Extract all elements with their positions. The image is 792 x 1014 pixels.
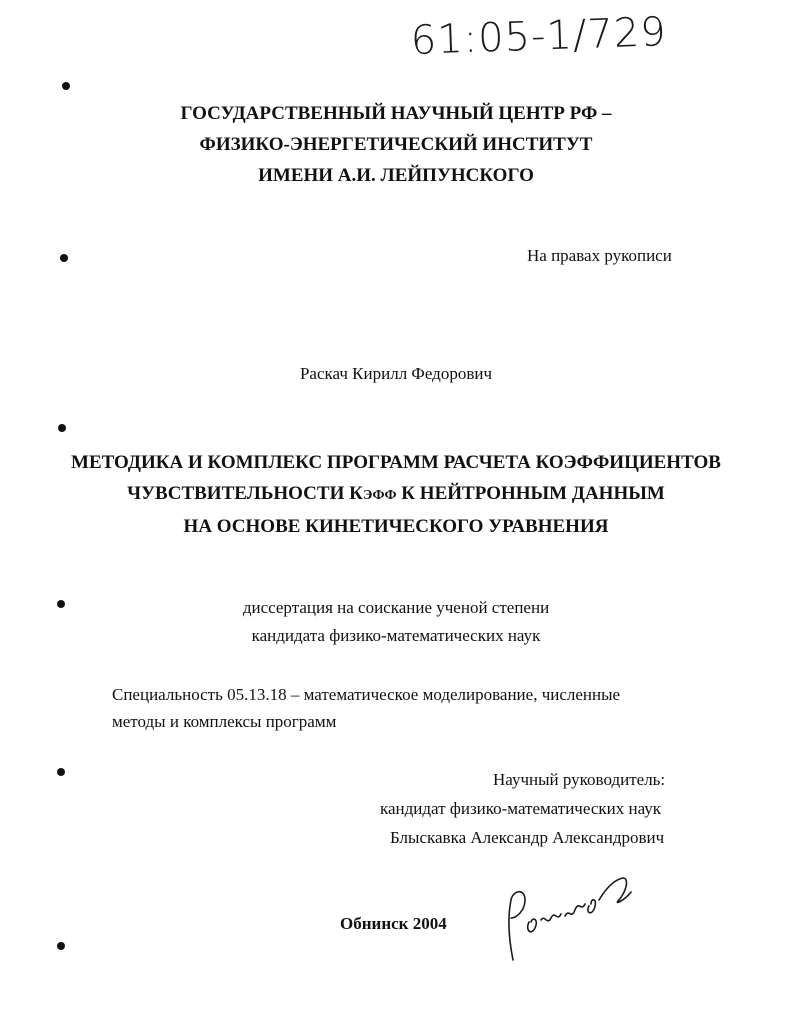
advisor-label: Научный руководитель: (493, 770, 666, 789)
punch-hole-mark (57, 942, 65, 950)
advisor-degree: кандидат физико-математических наук (380, 799, 662, 818)
degree-line: кандидата физико-математических наук (251, 626, 541, 645)
specialty-block (112, 681, 672, 735)
specialty-line: Специальность 05.13.18 – математическое моделирование, численные (112, 685, 621, 704)
punch-hole-mark (60, 254, 68, 262)
signature-stroke (509, 878, 631, 960)
punch-hole-mark (62, 82, 70, 90)
title-line-part: ЧУВСТВИТЕЛЬНОСТИ К (127, 483, 363, 504)
city-year: Обнинск 2004 (340, 914, 447, 933)
organization-line: ГОСУДАРСТВЕННЫЙ НАУЧНЫЙ ЦЕНТР РФ – (180, 103, 612, 124)
title-line (0, 478, 792, 511)
organization-block (0, 98, 792, 191)
degree-block (0, 594, 792, 650)
advisor-name: Блыскавка Александр Александрович (390, 828, 665, 847)
dissertation-title (0, 447, 792, 542)
organization-line: ИМЕНИ А.И. ЛЕЙПУНСКОГО (258, 165, 534, 186)
organization-line: ФИЗИКО-ЭНЕРГЕТИЧЕСКИЙ ИНСТИТУТ (199, 134, 593, 155)
title-line-part: К НЕЙТРОННЫМ ДАННЫМ (396, 483, 665, 504)
manuscript-note: На правах рукописи (527, 246, 672, 265)
degree-line: диссертация на соискание ученой степени (242, 598, 550, 617)
title-line: МЕТОДИКА И КОМПЛЕКС ПРОГРАММ РАСЧЕТА КОЭФФИЦИЕНТОВ (71, 452, 721, 473)
title-line: НА ОСНОВЕ КИНЕТИЧЕСКОГО УРАВНЕНИЯ (183, 516, 609, 537)
handwritten-registry-number: 61:05-1/729 (410, 9, 668, 64)
specialty-line: методы и комплексы программ (112, 712, 337, 731)
author-name: Раскач Кирилл Федорович (299, 364, 493, 383)
punch-hole-mark (58, 424, 66, 432)
handwritten-signature (495, 870, 645, 970)
punch-hole-mark (57, 768, 65, 776)
title-subscript: ЭФФ (362, 488, 397, 503)
